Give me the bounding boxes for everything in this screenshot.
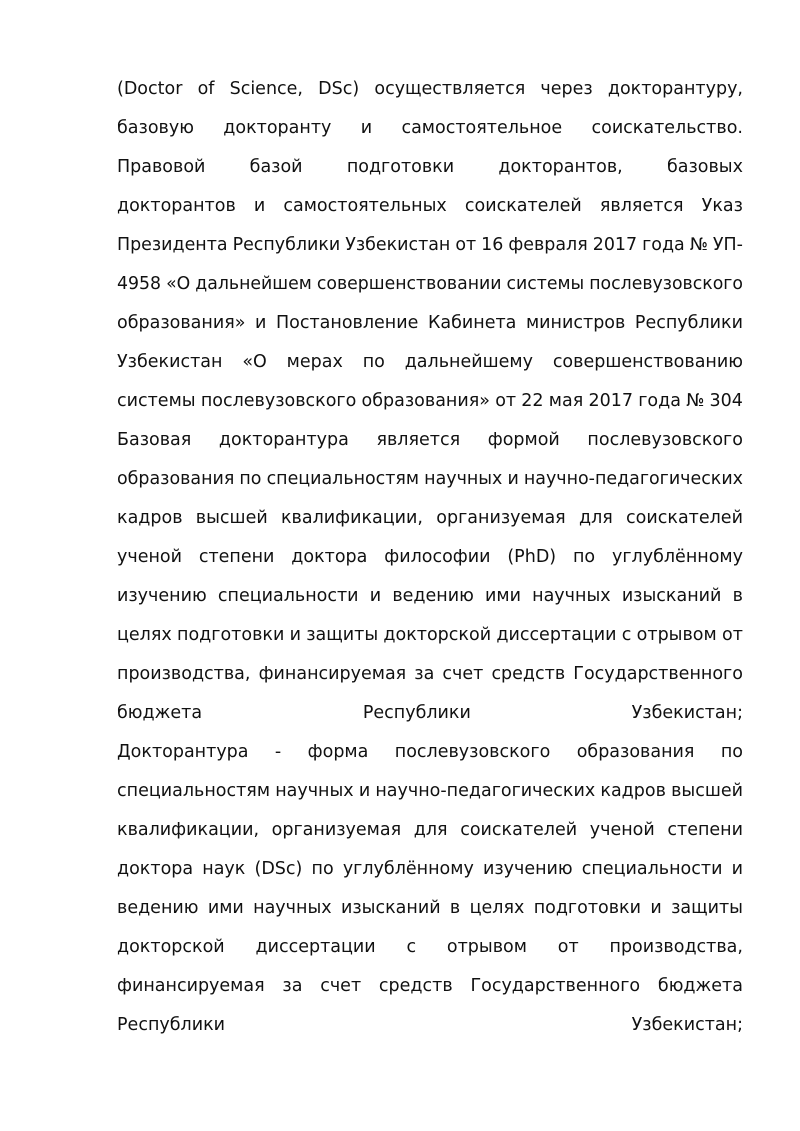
word: of <box>197 79 215 99</box>
word: и <box>360 118 373 138</box>
word: «О <box>166 274 191 294</box>
word: с <box>406 937 417 957</box>
word: научных <box>532 586 611 606</box>
word: счет <box>320 976 362 996</box>
word: дальнейшему <box>404 352 533 372</box>
word: от <box>722 625 743 645</box>
word: и <box>731 859 743 879</box>
word: производства, <box>117 664 251 684</box>
word: бюджета <box>657 976 743 996</box>
word: Базовая <box>117 430 192 450</box>
word: специальностям <box>117 781 271 801</box>
word: наук <box>202 859 246 879</box>
word: докторантов <box>117 196 236 216</box>
word: 2017 <box>588 391 633 411</box>
word: докторанту <box>223 118 332 138</box>
word: соискателей <box>464 196 582 216</box>
text-line <box>117 109 743 148</box>
word: системы <box>506 274 585 294</box>
text-line <box>117 616 743 655</box>
text-line <box>117 928 743 967</box>
word: отрывом <box>446 937 527 957</box>
word: Государственного <box>470 976 641 996</box>
word: кадров <box>117 508 183 528</box>
word: специальности <box>217 586 359 606</box>
word: бюджета <box>117 703 203 723</box>
word: базовую <box>117 118 194 138</box>
word: послевузовского <box>200 391 357 411</box>
word: Республики <box>232 235 341 255</box>
word: за <box>282 976 303 996</box>
text-line <box>117 577 743 616</box>
text-line <box>117 148 743 187</box>
word: подготовки <box>346 157 455 177</box>
word: Правовой <box>117 157 206 177</box>
word: высшей <box>671 781 743 801</box>
word: и <box>650 898 662 918</box>
word: послевузовского <box>587 430 743 450</box>
word: ими <box>485 586 521 606</box>
word: базой <box>249 157 303 177</box>
word: совершенствованию <box>552 352 743 372</box>
word: и <box>255 313 267 333</box>
word: квалификации, <box>280 508 423 528</box>
word: является <box>376 430 461 450</box>
word: целях <box>469 898 525 918</box>
word: подготовки <box>533 898 641 918</box>
word: ими <box>207 898 244 918</box>
word: № <box>689 235 708 255</box>
word: изучению <box>482 859 573 879</box>
word: по <box>720 742 743 762</box>
word: научно-педагогических <box>375 781 596 801</box>
word: 16 <box>481 235 504 255</box>
word: доктора <box>117 859 194 879</box>
text-line <box>117 772 743 811</box>
word: послевузовского <box>394 742 551 762</box>
word: от <box>455 235 477 255</box>
word: доктора <box>291 547 368 567</box>
text-line <box>117 265 743 304</box>
text-line <box>117 538 743 577</box>
word: Узбекистан; <box>631 703 743 723</box>
text-line <box>117 499 743 538</box>
word: квалификации, <box>117 820 260 840</box>
word: системы <box>117 391 196 411</box>
word: ведению <box>117 898 199 918</box>
word: 304 <box>709 391 743 411</box>
word: УП- <box>712 235 743 255</box>
word: степени <box>198 547 275 567</box>
word: счет <box>442 664 484 684</box>
text-line <box>117 343 743 382</box>
word: ученой <box>117 547 182 567</box>
word: Республики <box>117 1015 226 1035</box>
word: базовых <box>666 157 743 177</box>
word: Кабинета <box>427 313 517 333</box>
word: осуществляется <box>374 79 526 99</box>
word: за <box>414 664 435 684</box>
word: ведению <box>392 586 474 606</box>
word: докторантура <box>218 430 349 450</box>
text-line <box>117 1006 743 1045</box>
word: и <box>289 625 301 645</box>
word: DSc) <box>318 79 360 99</box>
word: Узбекистан; <box>631 1015 743 1035</box>
word: мерах <box>286 352 343 372</box>
word: углублённому <box>342 859 474 879</box>
word: года <box>642 235 685 255</box>
text-line <box>117 460 743 499</box>
word: февраля <box>508 235 588 255</box>
word: кадров <box>600 781 666 801</box>
word: докторантов, <box>498 157 623 177</box>
text-line <box>117 70 743 109</box>
text-line <box>117 733 743 772</box>
word: научно-педагогических <box>523 469 743 489</box>
word: степени <box>667 820 743 840</box>
word: Science, <box>229 79 303 99</box>
word: с <box>621 625 632 645</box>
word: 22 <box>521 391 544 411</box>
word: средств <box>491 664 566 684</box>
text-line <box>117 304 743 343</box>
word: соискательство. <box>591 118 743 138</box>
word: для <box>578 508 613 528</box>
word: дальнейшем <box>195 274 312 294</box>
word: № <box>686 391 705 411</box>
word: финансируемая <box>117 976 265 996</box>
text-line <box>117 694 743 733</box>
text-line <box>117 889 743 928</box>
word: изысканий <box>621 586 722 606</box>
text-line <box>117 811 743 850</box>
word: соискателей <box>460 820 578 840</box>
word: послевузовского <box>589 274 743 294</box>
word: самостоятельных <box>283 196 447 216</box>
text-line <box>117 187 743 226</box>
word: формой <box>487 430 560 450</box>
word: углублённому <box>611 547 743 567</box>
word: самостоятельное <box>401 118 563 138</box>
word: Постановление <box>275 313 419 333</box>
word: защиты <box>306 625 379 645</box>
word: соискателей <box>626 508 743 528</box>
word: Республики <box>634 313 743 333</box>
text-line <box>117 382 743 421</box>
word: изучению <box>117 586 207 606</box>
word: производства, <box>609 937 743 957</box>
word: Узбекистан <box>345 235 451 255</box>
word: в <box>732 586 743 606</box>
word: для <box>413 820 448 840</box>
word: защиты <box>671 898 743 918</box>
word: 4958 <box>117 274 162 294</box>
word: организуемая <box>271 820 402 840</box>
body-text <box>117 70 743 1045</box>
word: высшей <box>195 508 268 528</box>
word: через <box>540 79 593 99</box>
word: подготовки <box>177 625 285 645</box>
word: и <box>253 196 266 216</box>
word: докторской <box>383 625 492 645</box>
word: диссертации <box>255 937 376 957</box>
word: Узбекистан <box>117 352 223 372</box>
text-line <box>117 655 743 694</box>
text-line <box>117 421 743 460</box>
word: 2017 <box>592 235 638 255</box>
word: мая <box>548 391 584 411</box>
word: (DSc) <box>254 859 303 879</box>
word: диссертации <box>496 625 617 645</box>
word: изысканий <box>340 898 441 918</box>
word: Докторантура <box>117 742 249 762</box>
word: философии <box>384 547 491 567</box>
word: образования» <box>117 313 246 333</box>
word: ученой <box>589 820 655 840</box>
word: специальностям <box>266 469 420 489</box>
word: - <box>274 742 282 762</box>
word: Республики <box>362 703 471 723</box>
word: (PhD) <box>507 547 557 567</box>
word: «О <box>242 352 267 372</box>
word: научных <box>424 469 503 489</box>
word: и <box>369 586 382 606</box>
word: от <box>495 391 517 411</box>
word: года <box>638 391 681 411</box>
word: организуемая <box>436 508 566 528</box>
word: Президента <box>117 235 228 255</box>
word: научных <box>253 898 332 918</box>
word: средств <box>378 976 453 996</box>
word: целях <box>117 625 172 645</box>
word: научных <box>275 781 354 801</box>
text-line <box>117 967 743 1006</box>
word: и <box>358 781 371 801</box>
word: в <box>449 898 461 918</box>
word: форма <box>307 742 369 762</box>
word: и <box>507 469 519 489</box>
word: образования <box>576 742 695 762</box>
word: является <box>599 196 684 216</box>
word: докторской <box>117 937 225 957</box>
word: совершенствовании <box>316 274 502 294</box>
word: финансируемая <box>258 664 407 684</box>
word: по <box>362 352 385 372</box>
word: образования <box>117 469 235 489</box>
text-line <box>117 226 743 265</box>
text-line <box>117 850 743 889</box>
word: Указ <box>701 196 743 216</box>
word: от <box>557 937 579 957</box>
word: по <box>572 547 596 567</box>
word: образования» <box>361 391 490 411</box>
word: Государственного <box>573 664 743 684</box>
word: по <box>239 469 262 489</box>
word: по <box>311 859 334 879</box>
word: отрывом <box>636 625 717 645</box>
word: специальности <box>581 859 723 879</box>
word: докторантуру, <box>607 79 743 99</box>
word: (Doctor <box>117 79 183 99</box>
word: министров <box>525 313 626 333</box>
